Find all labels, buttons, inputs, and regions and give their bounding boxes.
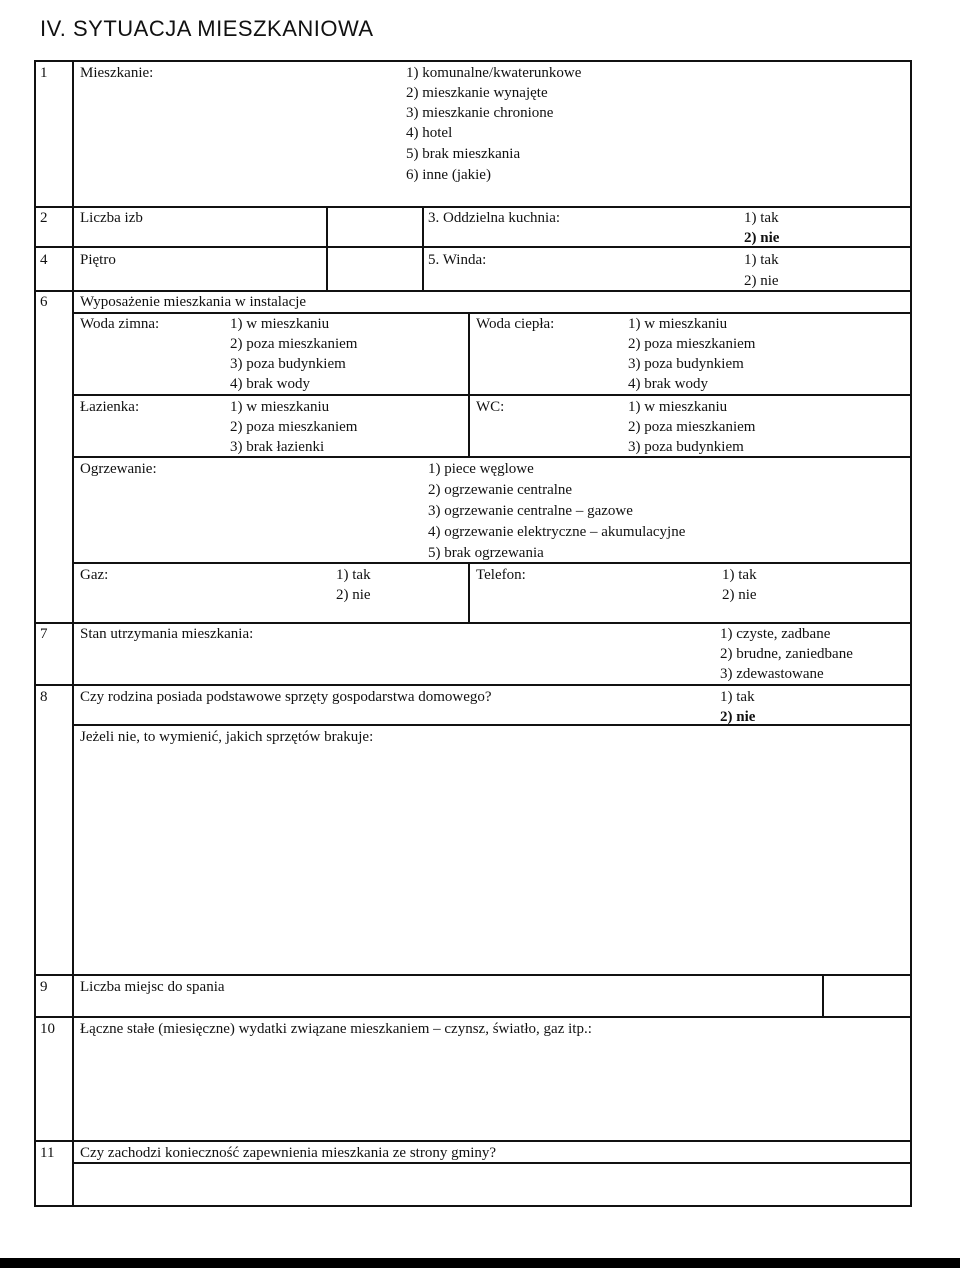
hot-water-option[interactable]: 4) brak wody bbox=[628, 376, 708, 392]
row-divider bbox=[34, 246, 912, 248]
row-divider bbox=[34, 290, 912, 292]
cold-water-option[interactable]: 1) w mieszkaniu bbox=[230, 316, 330, 332]
row-number: 6 bbox=[40, 294, 48, 310]
table-top-border bbox=[34, 60, 912, 62]
housing-expenses-field[interactable] bbox=[74, 1040, 908, 1138]
housing-option[interactable]: 6) inne (jakie) bbox=[406, 167, 491, 183]
beds-count-label: Liczba miejsc do spania bbox=[80, 979, 225, 995]
row-number: 4 bbox=[40, 252, 48, 268]
hot-water-label: Woda ciepła: bbox=[476, 316, 555, 332]
beds-count-field[interactable] bbox=[824, 976, 908, 1014]
gas-label: Gaz: bbox=[80, 567, 109, 583]
row-number: 7 bbox=[40, 626, 48, 642]
bathroom-label: Łazienka: bbox=[80, 399, 140, 415]
heating-option[interactable]: 1) piece węglowe bbox=[428, 461, 534, 477]
cell-divider bbox=[422, 206, 424, 290]
row6-mid-divider bbox=[468, 312, 470, 456]
heating-option[interactable]: 2) ogrzewanie centralne bbox=[428, 482, 573, 498]
phone-label: Telefon: bbox=[476, 567, 526, 583]
gas-option-no[interactable]: 2) nie bbox=[336, 587, 371, 603]
wc-option[interactable]: 1) w mieszkaniu bbox=[628, 399, 728, 415]
row6-subheader-line bbox=[72, 312, 912, 314]
row-divider bbox=[34, 684, 912, 686]
separate-kitchen-label: 3. Oddzielna kuchnia: bbox=[428, 210, 561, 226]
heating-option[interactable]: 3) ogrzewanie centralne – gazowe bbox=[428, 503, 633, 519]
housing-expenses-label: Łączne stałe (miesięczne) wydatki związane mieszkaniem – czynsz, światło, gaz itp.: bbox=[80, 1021, 592, 1037]
housing-option[interactable]: 5) brak mieszkania bbox=[406, 146, 521, 162]
bathroom-option[interactable]: 1) w mieszkaniu bbox=[230, 399, 330, 415]
row6-inner-line bbox=[72, 394, 912, 396]
cold-water-option[interactable]: 4) brak wody bbox=[230, 376, 310, 392]
floor-label: Piętro bbox=[80, 252, 116, 268]
floor-field[interactable] bbox=[328, 248, 420, 288]
cold-water-label: Woda zimna: bbox=[80, 316, 160, 332]
scan-edge-bar bbox=[0, 1258, 960, 1268]
municipal-housing-question: Czy zachodzi konieczność zapewnienia mieszkania ze strony gminy? bbox=[80, 1145, 497, 1161]
row6-inner-line bbox=[72, 456, 912, 458]
row8-inner-line bbox=[72, 724, 912, 726]
cold-water-option[interactable]: 2) poza mieszkaniem bbox=[230, 336, 358, 352]
appliances-option-no[interactable]: 2) nie bbox=[720, 709, 756, 725]
rooms-count-field[interactable] bbox=[328, 208, 420, 244]
missing-appliances-field[interactable] bbox=[74, 748, 908, 972]
table-bottom-border bbox=[34, 1205, 912, 1207]
wc-option[interactable]: 3) poza budynkiem bbox=[628, 439, 744, 455]
maintenance-option[interactable]: 2) brudne, zaniedbane bbox=[720, 646, 853, 662]
kitchen-option-no[interactable]: 2) nie bbox=[744, 230, 780, 246]
row6-mid-divider bbox=[468, 562, 470, 622]
bathroom-option[interactable]: 2) poza mieszkaniem bbox=[230, 419, 358, 435]
elevator-label: 5. Winda: bbox=[428, 252, 487, 268]
housing-option[interactable]: 4) hotel bbox=[406, 125, 453, 141]
housing-option[interactable]: 3) mieszkanie chronione bbox=[406, 105, 554, 121]
table-right-border bbox=[910, 60, 912, 1206]
municipal-housing-field[interactable] bbox=[74, 1164, 908, 1204]
row-number: 1 bbox=[40, 65, 48, 81]
heating-option[interactable]: 4) ogrzewanie elektryczne – akumulacyjne bbox=[428, 524, 686, 540]
elevator-option-yes[interactable]: 1) tak bbox=[744, 252, 779, 268]
housing-option[interactable]: 1) komunalne/kwaterunkowe bbox=[406, 65, 582, 81]
hot-water-option[interactable]: 3) poza budynkiem bbox=[628, 356, 744, 372]
wc-label: WC: bbox=[476, 399, 505, 415]
appliances-option-yes[interactable]: 1) tak bbox=[720, 689, 755, 705]
section-heading: IV. SYTUACJA MIESZKANIOWA bbox=[40, 16, 374, 41]
bathroom-option[interactable]: 3) brak łazienki bbox=[230, 439, 325, 455]
gas-option-yes[interactable]: 1) tak bbox=[336, 567, 371, 583]
housing-type-label: Mieszkanie: bbox=[80, 65, 154, 81]
row6-inner-line bbox=[72, 562, 912, 564]
row-number: 2 bbox=[40, 210, 48, 226]
hot-water-option[interactable]: 2) poza mieszkaniem bbox=[628, 336, 756, 352]
installations-label: Wyposażenie mieszkania w instalacje bbox=[80, 294, 307, 310]
elevator-option-no[interactable]: 2) nie bbox=[744, 273, 779, 289]
kitchen-option-yes[interactable]: 1) tak bbox=[744, 210, 779, 226]
cold-water-option[interactable]: 3) poza budynkiem bbox=[230, 356, 346, 372]
rooms-count-label: Liczba izb bbox=[80, 210, 143, 226]
row-number: 11 bbox=[40, 1145, 55, 1161]
row-number: 8 bbox=[40, 689, 48, 705]
maintenance-label: Stan utrzymania mieszkania: bbox=[80, 626, 254, 642]
maintenance-option[interactable]: 3) zdewastowane bbox=[720, 666, 824, 682]
phone-option-yes[interactable]: 1) tak bbox=[722, 567, 757, 583]
row-divider bbox=[34, 622, 912, 624]
housing-option[interactable]: 2) mieszkanie wynajęte bbox=[406, 85, 548, 101]
row-divider bbox=[34, 974, 912, 976]
appliances-question: Czy rodzina posiada podstawowe sprzęty gospodarstwa domowego? bbox=[80, 689, 492, 705]
wc-option[interactable]: 2) poza mieszkaniem bbox=[628, 419, 756, 435]
phone-option-no[interactable]: 2) nie bbox=[722, 587, 757, 603]
row-divider bbox=[34, 1016, 912, 1018]
number-column-divider bbox=[72, 60, 74, 1206]
missing-appliances-label: Jeżeli nie, to wymienić, jakich sprzętów brakuje: bbox=[80, 729, 374, 745]
row-number: 10 bbox=[40, 1021, 55, 1037]
heating-option[interactable]: 5) brak ogrzewania bbox=[428, 545, 544, 561]
table-left-border bbox=[34, 60, 36, 1206]
heating-label: Ogrzewanie: bbox=[80, 461, 157, 477]
row-divider bbox=[34, 1140, 912, 1142]
row-divider bbox=[34, 206, 912, 208]
row-number: 9 bbox=[40, 979, 48, 995]
hot-water-option[interactable]: 1) w mieszkaniu bbox=[628, 316, 728, 332]
maintenance-option[interactable]: 1) czyste, zadbane bbox=[720, 626, 831, 642]
